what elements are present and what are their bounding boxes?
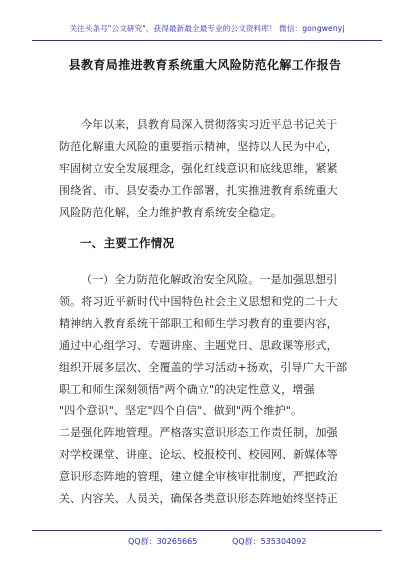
paragraph-line: （一）全力防范化解政治安全风险。一是加强思想引: [81, 273, 338, 286]
body-paragraph: [59, 269, 359, 510]
intro-paragraph: [59, 114, 359, 224]
paragraph-line: 领。将习近平新时代中国特色社会主义思想和党的二十大: [59, 294, 338, 308]
promo-banner-text[interactable]: 关注头条号"公文研究"，获得最新最全最专业的公文资料库！ 微信：gongwenyj: [69, 24, 345, 33]
footer-qq-group-2[interactable]: QQ群：535304092: [232, 537, 307, 546]
paragraph-line: 关、内容关、人员关，确保各类意识形态阵地始终坚持正: [59, 492, 338, 506]
section-heading: 一、主要工作情况: [80, 236, 175, 250]
paragraph-line: 通过中心组学习、专题讲座、主题党日、思政课等形式，: [59, 338, 338, 352]
paragraph-line: 风险防范化解，全力维护教育系统安全稳定。: [59, 205, 282, 219]
footer-bar: [32, 530, 382, 549]
paragraph-line: 牢固树立安全发展理念，强化红线意识和底线思维，紧紧: [59, 161, 338, 175]
paragraph-line: 围绕省、市、县安委办工作部署，扎实推进教育系统重大: [59, 183, 338, 197]
promo-banner[interactable]: [32, 22, 382, 41]
paragraph-line: 二是强化阵地管理。严格落实意识形态工作责任制，加强: [59, 426, 338, 440]
paragraph-line: 组织开展多层次、全覆盖的学习活动+扬欢，引导广大干部: [59, 360, 348, 374]
paragraph-line: 意识形态阵地的管理，建立健全审核审批制度，严把政治: [59, 470, 338, 484]
paragraph-line: "四个意识"、坚定"四个自信"、做到"两个维护"。: [59, 404, 303, 418]
paragraph-line: 职工和师生深刻领悟"两个确立"的决定性意义，增强: [59, 382, 315, 396]
footer-qq-group-1[interactable]: QQ群：30265665: [128, 537, 198, 546]
document-title: 县教育局推进教育系统重大风险防范化解工作报告: [68, 58, 342, 72]
paragraph-line: 今年以来，县教育局深入贯彻落实习近平总书记关于: [81, 118, 338, 131]
paragraph-line: 防范化解重大风险的重要指示精神，坚持以人民为中心，: [59, 139, 338, 153]
paragraph-line: 对学校课堂、讲座、论坛、校报校刊、校园网、新媒体等: [59, 448, 338, 462]
paragraph-line: 精神纳入教育系统干部职工和师生学习教育的重要内容，: [59, 316, 338, 330]
